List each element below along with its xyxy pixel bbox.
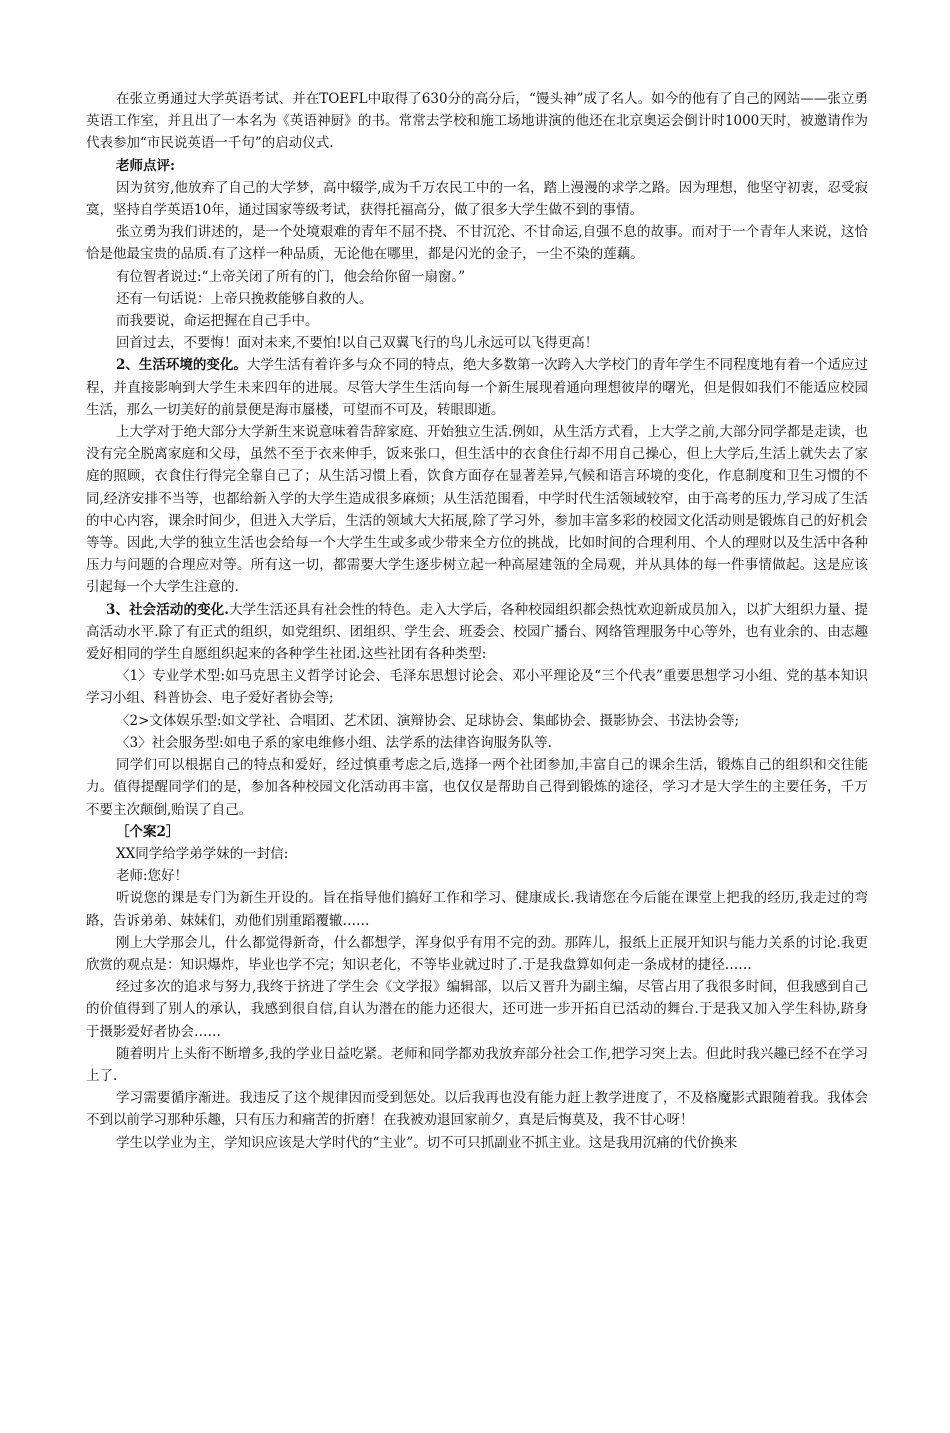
- paragraph-quote-3: [86, 310, 868, 332]
- paragraph-text: 刚上大学那会儿，什么都觉得新奇，什么都想学，浑身似乎有用不完的劲。那阵儿，报纸上正展开知识与能力关系的讨论.我更欣赏的观点是：知识爆炸，毕业也学不完；知识老化，不等毕业就过时了.于是我盘算如何走一条成材的捷径……: [86, 934, 868, 973]
- paragraph-text: 大学生活有着许多与众不同的特点，绝大多数第一次跨入大学校门的青年学生不同程度地有着一个适应过程，并直接影响到大学生未来四年的进展。尽管大学生生活向每一个新生展现着通向理想彼岸的曙光，但是假如我们不能适应校园生活，那么一切美好的前景便是海市蜃楼，可望而不可及，转眼即逝。: [86, 357, 868, 418]
- section-heading: 3、社会活动的变化.: [106, 601, 229, 618]
- paragraph-section-2: [86, 354, 868, 421]
- section-heading: 老师点评:: [116, 157, 175, 174]
- paragraph-section-3: [86, 599, 868, 666]
- letter-intro: [86, 843, 868, 865]
- section-heading: 2、生活环境的变化。: [116, 357, 247, 374]
- case-label-text: ［个案2］: [116, 823, 180, 840]
- paragraph-text: 上大学对于绝大部分大学新生来说意味着告辞家庭、开始独立生活.例如，从生活方式看，上大学之前,大部分同学都是走读，也没有完全脱离家庭和父母，虽然不至于衣来伸手，饭来张口，但生活中的衣食住行却不用自己操心，但上大学后,生活上就失去了家庭的照顾，衣食住行得完全靠自己了；从生活习惯上看，饮食方面存在显著差异,气候和语言环境的变化，作息制度和卫生习惯的不同,经济安排不当等，也都给新入学的大学生造成很多麻烦；从生活范围看，中学时代生活领域较窄，由于高考的压力,学习成了生活的中心内容，课余时间少，但进入大学后，生活的领域大大拓展,除了学习外，参加丰富多彩的校园文化活动则是锻炼自己的好机会等等。因此,大学的独立生活也会给每一个大学生生或多或少带来全方位的挑战，比如时间的合理利用、个人的理财以及生活中各种压力与问题的合理应对等。所有这一切，都需要大学生逐步树立起一种高屋建瓴的全局观，并从具体的每一件事情做起。这是应该引起每一个大学生注意的.: [86, 424, 868, 596]
- paragraph-club-advice: [86, 754, 868, 821]
- case-label: [86, 821, 868, 843]
- paragraph-text: 学生以学业为主，学知识应该是大学时代的“主业”。切不可只抓副业不抓主业。这是我用沉痛的代价换来: [116, 1134, 738, 1151]
- paragraph-text: 同学们可以根据自己的特点和爱好，经过慎重考虑之后,选择一两个社团参加,丰富自己的课余生活，锻炼自己的组织和交往能力。值得提醒同学们的是，参加各种校园文化活动再丰富，也仅仅是帮助自己得到锻炼的途径，学习才是大学生的主要任务，千万不要主次颠倒,贻误了自己。: [86, 757, 868, 818]
- paragraph-text: 大学生活还具有社会性的特色。走入大学后，各种校园组织都会热忱欢迎新成员加入，以扩大组织力量、提高活动水平.除了有正式的组织，如党组织、团组织、学生会、班委会、校园广播台、网络管理服务中心等外，也有业余的、由志趣爱好相同的学生自愿组织起来的各种学生社团.这些社团有各种类型:: [86, 601, 869, 663]
- paragraph-text: 回首过去，不要悔！面对未来,不要怕!以自己双翼飞行的鸟儿永远可以飞得更高！: [116, 335, 599, 352]
- paragraph-quote-2: [86, 288, 868, 310]
- paragraph-intro: [86, 88, 868, 155]
- list-item-club-type-2: [86, 710, 868, 732]
- paragraph-text: 经过多次的追求与努力,我终于挤进了学生会《文学报》编辑部，以后又晋升为副主编，尽管占用了我很多时间，但我感到自己的价值得到了别人的承认，我感到很自信,自认为潜在的能力还很大，还可进一步开拓自已活动的舞台.于是我又加入学生科协,跻身于摄影爱好者协会……: [86, 979, 868, 1040]
- paragraph-text: 有位智者说过:“上帝关闭了所有的门，他会给你留一扇窗。”: [116, 268, 466, 285]
- list-item-club-type-3: [86, 732, 868, 754]
- paragraph-text: 因为贫穷,他放弃了自己的大学梦，高中辍学,成为千万农民工中的一名，踏上漫漫的求学之路。因为理想，他坚守初衷，忍受寂寞，坚持自学英语10年，通过国家等级考试，获得托福高分，做了很多大学生做不到的事情。: [86, 179, 868, 219]
- paragraph-quote-1: [86, 266, 868, 288]
- paragraph-text: 老师:您好！: [116, 868, 189, 885]
- paragraph-text: 〈3〉社会服务型:如电子系的家电维修小组、法学系的法律咨询服务队等.: [116, 734, 552, 751]
- paragraph-text: 在张立勇通过大学英语考试、并在TOEFL中取得了630分的高分后，“馒头神”成了名人。如今的他有了自己的网站——张立勇英语工作室，并且出了一本名为《英语神厨》的书。常常去学校和施工场地讲演的他还在北京奥运会倒计时1000天时，被邀请作为代表参加“市民说英语一千句”的启动仪式.: [86, 91, 868, 152]
- letter-paragraph-4: [86, 1043, 868, 1087]
- paragraph-text: 〈1〉专业学术型:如马克思主义哲学讨论会、毛泽东思想讨论会、邓小平理论及“三个代表”重要思想学习小组、党的基本知识学习小组、科普协会、电子爱好者协会等;: [86, 668, 868, 707]
- paragraph-text: 随着明片上头衔不断增多,我的学业日益吃紧。老师和同学都劝我放弃部分社会工作,把学习突上去。但此时我兴趣已经不在学习上了.: [86, 1045, 868, 1084]
- paragraph-text: XX同学给学弟学妹的一封信:: [116, 845, 289, 862]
- paragraph-text: 还有一句话说：上帝只挽救能够自救的人。: [116, 290, 373, 307]
- paragraph-text: 张立勇为我们讲述的，是一个处境艰难的青年不屈不挠、不甘沉沦、不甘命运,自强不息的故事。而对于一个青年人来说，这恰恰是他最宝贵的品质.有了这样一种品质，无论他在哪里，都是闪光的金子，一尘不染的莲藕。: [86, 224, 868, 263]
- letter-paragraph-3: [86, 976, 868, 1043]
- document-page: [86, 88, 868, 1154]
- paragraph-text: 而我要说，命运把握在自己手中。: [116, 313, 319, 330]
- paragraph-comment-2: [86, 221, 868, 265]
- paragraph-life-details: [86, 421, 868, 599]
- list-item-club-type-1: [86, 665, 868, 709]
- teacher-comment-heading: [86, 155, 868, 177]
- paragraph-text: 〈2>文体娱乐型:如文学社、合唱团、艺术团、演辩协会、足球协会、集邮协会、摄影协会、书法协会等;: [116, 712, 739, 729]
- letter-greeting: [86, 865, 868, 887]
- paragraph-text: 听说您的课是专门为新生开设的。旨在指导他们搞好工作和学习、健康成长.我请您在今后能在课堂上把我的经历,我走过的弯路，告诉弟弟、妹妹们，劝他们别重蹈覆辙……: [86, 890, 868, 929]
- paragraph-text: 学习需要循序渐进。我违反了这个规律因而受到惩处。以后我再也没有能力赶上教学进度了，不及格魔影式跟随着我。我体会不到以前学习那种乐趣，只有压力和痛苦的折磨！在我被劝退回家前夕，真是后悔莫及，我不甘心呀！: [86, 1090, 868, 1129]
- letter-paragraph-1: [86, 887, 868, 931]
- letter-paragraph-2: [86, 932, 868, 976]
- letter-paragraph-5: [86, 1087, 868, 1131]
- letter-paragraph-6: [86, 1132, 868, 1154]
- paragraph-comment-1: [86, 177, 868, 221]
- paragraph-quote-4: [86, 332, 868, 354]
